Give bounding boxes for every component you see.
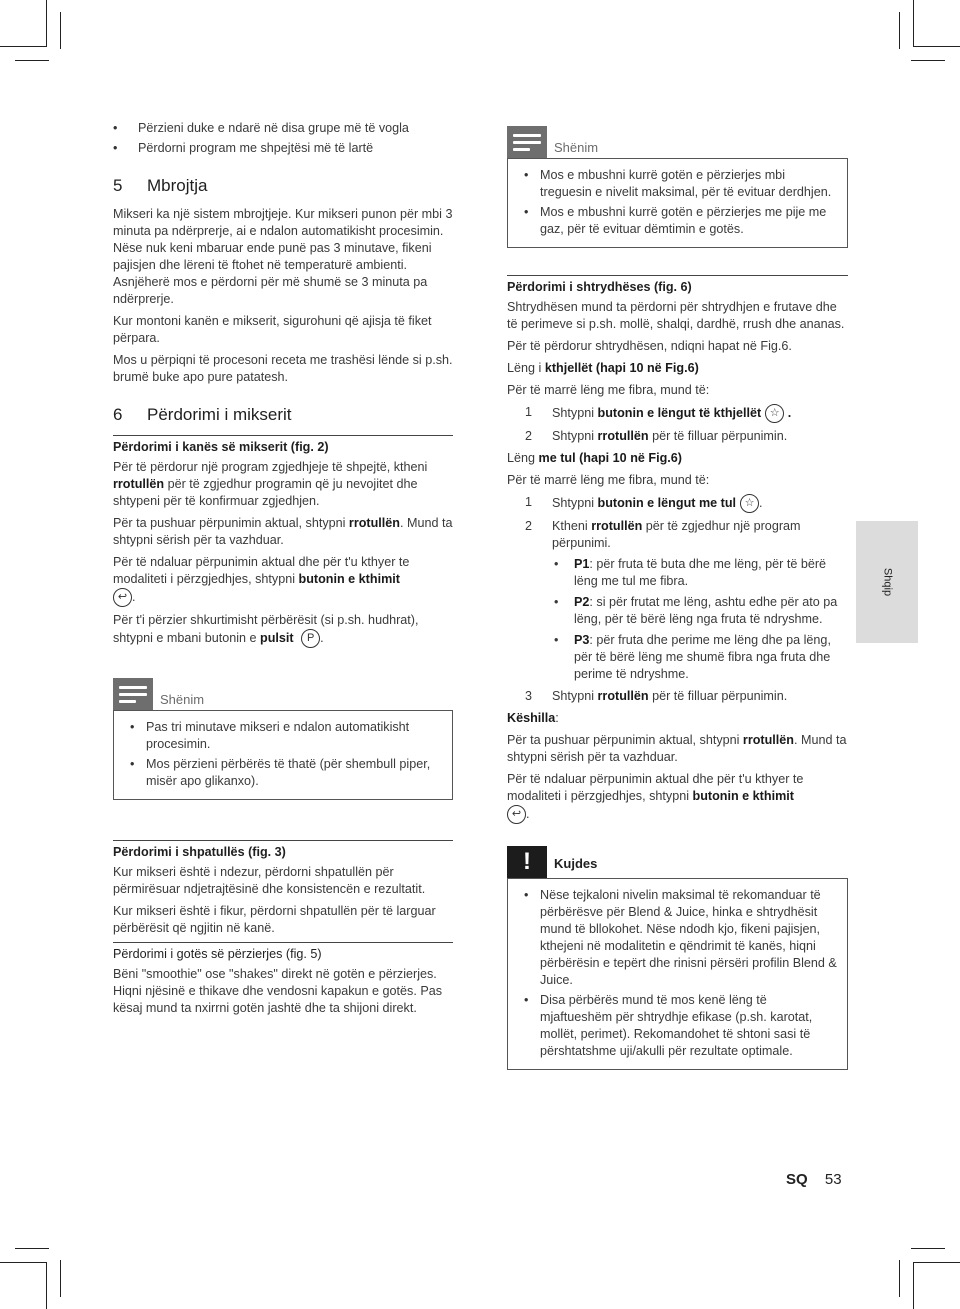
section-number: 5: [113, 176, 123, 195]
language-code: SQ: [786, 1171, 808, 1188]
paragraph: Për të marrë lëng me fibra, mund të:: [507, 473, 710, 487]
caution-list: [516, 887, 837, 1060]
text: Lëng i: [507, 361, 545, 375]
text: Lëng: [507, 451, 539, 465]
bold-text: rrotullën: [113, 477, 165, 491]
crop-mark: [911, 1248, 945, 1249]
page-footer: [786, 1171, 842, 1188]
paragraph: Kur montoni kanën e mikserit, sigurohuni që ajisja të fiket përpara.: [113, 314, 432, 345]
list-item: • Mos e mbushni kurrë gotën e përzierjes me pije me gaz, për të evituar dëmtimin e gotës.: [516, 204, 837, 238]
section-heading-usage: [113, 404, 453, 426]
crop-mark: [899, 12, 900, 49]
note-title: Shënim: [160, 692, 205, 707]
note-content: [507, 158, 848, 248]
list-item: [507, 688, 848, 705]
crop-mark: [46, 1262, 47, 1309]
list-item: [552, 594, 848, 628]
bold-text: rrotullën: [591, 519, 643, 533]
text: .: [784, 405, 792, 420]
subsection-heading: Përdorimi i gotës së përzierjes (fig. 5): [113, 942, 453, 963]
bold-text: pulsit: [260, 630, 294, 645]
bold-text: rrotullën: [597, 429, 649, 443]
text: për të filluar përpunimin.: [648, 429, 788, 443]
text: Shtypni: [552, 405, 598, 420]
list-item: [552, 556, 848, 590]
list-item: [507, 494, 848, 513]
note-box: [507, 126, 848, 248]
crop-mark: [15, 60, 49, 61]
text: Shtypni: [552, 429, 598, 443]
list-item: • Mos përzieni përbërës të thatë (për shembull piper, misër apo glikanxo).: [122, 756, 442, 790]
section-number: 6: [113, 405, 123, 424]
list-item: • Mos e mbushni kurrë gotën e përzierjes mbi treguesin e nivelit maksimal, për të evituar derdhjen.: [516, 167, 837, 201]
text: .: [132, 589, 136, 604]
bold-text: me tul (hapi 10 në Fig.6): [538, 451, 682, 465]
note-icon: [113, 678, 153, 710]
subsection-heading: Përdorimi i shpatullës (fig. 3): [113, 840, 453, 861]
step-number: 3: [525, 689, 533, 703]
paragraph: [113, 515, 453, 549]
text: për të zgjedhur programin që ju nevojitet dhe shtypeni për të konfirmuar zgjedhjen.: [113, 477, 418, 508]
pulse-icon: P: [301, 629, 320, 648]
steps-list: [507, 404, 848, 445]
return-icon: ↩: [507, 805, 526, 824]
right-column: [507, 126, 848, 1070]
bold-text: butonin e lëngut me tul: [597, 495, 737, 510]
text: Për ta pushuar përpunimin aktual, shtypni: [507, 733, 743, 747]
note-header: [113, 678, 453, 710]
step-number: 1: [525, 495, 533, 509]
subsection-heading: Përdorimi i kanës së mikserit (fig. 2): [113, 435, 453, 456]
caution-content: [507, 878, 848, 1070]
text: Shtypni: [552, 689, 598, 703]
paragraph: Mos u përpiqni të procesoni receta me trashësi lënde si p.sh. brumë buke apo pure patatesh.: [113, 353, 453, 384]
note-content: [113, 710, 453, 800]
paragraph: [507, 732, 848, 766]
paragraph: Kur mikseri është i fikur, përdorni shpatullën për të larguar përbërësit që ngjitin në kanë.: [113, 904, 436, 935]
bold-text: P1: [574, 557, 590, 571]
note-title: Shënim: [554, 140, 599, 155]
text: .: [759, 495, 763, 510]
paragraph: Këshilla:: [507, 711, 559, 725]
text: .: [320, 630, 324, 645]
step-number: 2: [525, 429, 533, 443]
text: Për të ndaluar përpunimin aktual dhe për t'u kthyer te modaliteti i përzgjedhjes, shtypni: [507, 772, 804, 803]
bold-text: rrotullën: [348, 516, 400, 530]
bold-text: butonin e kthimit: [692, 789, 794, 803]
text: për të zgjedhur një program përpunimi.: [552, 519, 801, 550]
text: Për t'i përzier shkurtimisht përbërësit (si p.sh. hudhrat), shtypni e mbani butonin e: [113, 613, 419, 645]
text: : për fruta dhe perime me lëng dhe pa lëng, për të bërë lëng me shumë fibra nga fruta dhe perime të ndryshme.: [574, 633, 831, 681]
left-column: [113, 120, 453, 1022]
list-item: • Pas tri minutave mikseri e ndalon automatikisht procesimin.: [122, 719, 442, 753]
subsection-heading: Përdorimi i shtrydhëses (fig. 6): [507, 275, 848, 296]
text: . Mund ta shtypni sërish për ta vazhduar.: [507, 733, 847, 764]
steps-list: [507, 494, 848, 705]
bold-text: Këshilla: [507, 711, 556, 725]
crop-mark: [60, 12, 61, 49]
list-item: • Disa përbërës mund të mos kenë lëng të mjaftueshëm për shtrydhje efikase (p.sh. karotat, mollët, perimet). Rekomandohet të shtoni sasi të përshtatshme uji/akulli për rezultate optimale.: [516, 992, 837, 1060]
list-item: • Nëse tejkaloni nivelin maksimal të rekomanduar të përbërësve për Blend & Juice, hinka e shtrydhësit mund të bllokohet. Nëse ndodh kjo, fikeni pajisjen, kthejeni në modalitetin e qëndrimit të kanës, hiqni përbërësin e tepërt dhe rinisni përsëri profilin Blend & Juice.: [516, 887, 837, 989]
crop-mark: [0, 46, 47, 47]
section-heading-protection: [113, 175, 453, 197]
paragraph: [113, 554, 453, 607]
text: . Mund ta shtypni sërish për ta vazhduar.: [113, 516, 453, 547]
list-item: [507, 404, 848, 423]
paragraph: Mikseri ka një sistem mbrojtjeje. Kur mikseri punon për mbi 3 minuta pa ndërprerje, ai e ndalon automatikisht procesimin. Nëse nuk keni mbaruar ende punë pas 3 minutave, fikeni pajisjen dhe lëreni të ftohet në temperaturë ambienti. Asnjëherë mos e përdorni për më shumë se 3 minuta pa ndërprerje.: [113, 207, 453, 306]
text: Ktheni: [552, 519, 592, 533]
text: Për të ndaluar përpunimin aktual dhe për t'u kthyer te modaliteti i përzgjedhjes, shtypni: [113, 555, 410, 586]
note-box: [113, 678, 453, 800]
list-item: • Përdorni program me shpejtësi më të lartë: [113, 140, 453, 157]
list-item: [552, 632, 848, 683]
caution-box: [507, 846, 848, 1070]
language-label: Shqip: [881, 567, 894, 597]
note-list: [122, 719, 442, 790]
paragraph: [507, 450, 848, 467]
paragraph: Për të përdorur shtrydhësen, ndiqni hapat në Fig.6.: [507, 339, 792, 353]
crop-mark: [899, 1260, 900, 1297]
language-side-tab: [856, 521, 918, 643]
paragraph: Për të marrë lëng me fibra, mund të:: [507, 383, 710, 397]
program-list: [552, 556, 848, 683]
text: .: [526, 806, 530, 821]
crop-mark: [15, 1248, 49, 1249]
paragraph: [507, 771, 848, 824]
crop-mark: [60, 1260, 61, 1297]
crop-mark: [913, 1262, 914, 1309]
list-item: • Përzieni duke e ndarë në disa grupe më të vogla: [113, 120, 453, 137]
clear-juice-icon: ☆: [765, 404, 784, 423]
text: Shtypni: [552, 495, 598, 510]
paragraph: Shtrydhësen mund ta përdorni për shtrydhjen e frutave dhe të perimeve si p.sh. mollë, shalqi, dardhë, rrush dhe ananas.: [507, 300, 845, 331]
step-number: 1: [525, 405, 533, 419]
step-number: 2: [525, 519, 533, 533]
warning-icon: !: [507, 846, 547, 878]
note-list: [516, 167, 837, 238]
crop-mark: [913, 0, 914, 47]
page-number: 53: [824, 1171, 842, 1188]
paragraph: [507, 360, 848, 377]
text: Për të përdorur një program zgjedhjeje të shpejtë, ktheni: [113, 460, 428, 474]
paragraph: Kur mikseri është i ndezur, përdorni shpatullën për përmirësuar ndjetrajtësinë dhe konsistencën e rezultatit.: [113, 865, 426, 896]
crop-mark: [0, 1262, 47, 1263]
bold-text: P3: [574, 633, 590, 647]
bold-text: kthjellët (hapi 10 në Fig.6): [544, 361, 699, 375]
text: Për ta pushuar përpunimin aktual, shtypni: [113, 516, 349, 530]
section-title: Mbrojtja: [147, 176, 208, 195]
note-header: [507, 126, 848, 158]
text: : si për frutat me lëng, ashtu edhe për ato pa lëng, për të bërë lëng nga fruta të ndryshme.: [574, 595, 838, 626]
bold-text: butonin e lëngut të kthjellët: [597, 405, 762, 420]
crop-mark: [46, 0, 47, 47]
top-bullet-list: [113, 120, 453, 157]
crop-mark: [913, 1262, 960, 1263]
paragraph: [113, 459, 453, 510]
bold-text: rrotullën: [742, 733, 794, 747]
list-item: [507, 518, 848, 683]
return-icon: ↩: [113, 588, 132, 607]
pulp-juice-icon: ☆: [740, 494, 759, 513]
bold-text: P2: [574, 595, 590, 609]
caution-title: Kujdes: [554, 856, 598, 871]
crop-mark: [913, 46, 960, 47]
list-item: [507, 428, 848, 445]
paragraph: [113, 612, 453, 648]
bold-text: butonin e kthimit: [298, 572, 400, 586]
caution-header: [507, 846, 848, 878]
paragraph: Bëni "smoothie" ose "shakes" direkt në gotën e përzierjes. Hiqni njësinë e thikave dhe vendosni kapakun e gotës. Pas kësaj mund ta nxirrni gotën jashtë dhe ta shijoni direkt.: [113, 967, 443, 1015]
section-title: Përdorimi i mikserit: [147, 405, 292, 424]
text: për të filluar përpunimin.: [648, 689, 788, 703]
crop-mark: [911, 60, 945, 61]
note-icon: [507, 126, 547, 158]
text: : për fruta të buta dhe me lëng, për të bërë lëng me tul me fibra.: [574, 557, 827, 588]
bold-text: rrotullën: [597, 689, 649, 703]
